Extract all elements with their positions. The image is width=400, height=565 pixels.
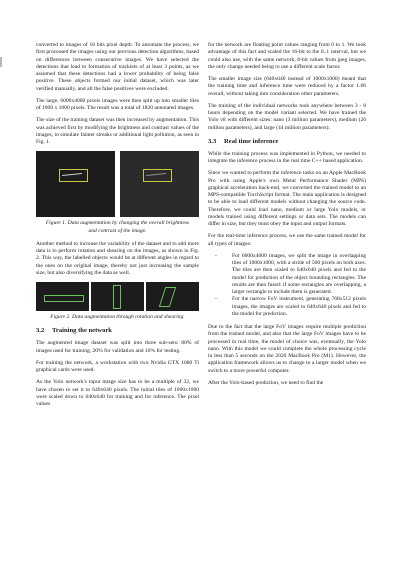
figure-1-caption: Figure 1. Data augmentation by changing the overall brightness and contrast of the image. bbox=[45, 220, 190, 234]
list-item-text: For the narrow FoV instrument, generating 768x512 pixels images, the images are scaled to 640x640 pixels and fed to the model for prediction. bbox=[232, 296, 366, 317]
paragraph: After the Yolo-based prediction, we need to find the bbox=[208, 379, 324, 386]
section-number: 3.2 bbox=[36, 327, 45, 335]
paragraph: The smaller image size (640x640 instead of 1000x1000) meant that the training time and inference time were reduced by a factor 1.66 overall, without taking into consideration other parameters. bbox=[208, 76, 366, 97]
paragraph: converted to images of 16 bits pixel depth. To automate the process, we first processed the images using our previous detection algorithms, based on differences between consecutive images. We have selected the detections that lead to formation of tracklets of at least 3 points, as we assumed that these detections had a lower probability of being false positive. These objects formed our initial dataset, which was later verified manually, and all the false positives were excluded. bbox=[36, 42, 199, 92]
figure-2-caption: Figure 2. Data augmentation through rotation and shearing. bbox=[50, 314, 185, 320]
paragraph: The large, 6000x4000 pixels images were then split up into smaller tiles of 1000 x 1000 pixels. The result was a total of 1820 annotated images. bbox=[36, 97, 199, 111]
detection-box bbox=[159, 287, 176, 307]
section-title: Real time inference bbox=[224, 137, 279, 145]
section-number: 3.3 bbox=[208, 137, 217, 145]
paragraph: Since we wanted to perform the inference tasks on an Apple MacBook Pro with using Apple's own Metal Performance Shader (MPS) graphical acceleration back-end, we converted the trained model to an MPS-compatible TorchScript format. The main application is designed to be able to load different models without changing the source code. Therefore, we could load nano, medium or large Yolo models, or models trained using different settings or data sets. The models can differ in size, but they must obey the input and output formats. bbox=[208, 170, 366, 227]
bullet-list bbox=[208, 253, 366, 318]
paragraph: For training the network, a workstation with two Nvidia GTX 1080 Ti graphical cards were used. bbox=[36, 359, 199, 373]
bullet-marker: - bbox=[215, 252, 217, 259]
paragraph: While the training process was implemented in Python, we needed to integrate the inference process in the real time C++ based application. bbox=[208, 150, 366, 164]
right-column bbox=[208, 42, 366, 392]
paragraph: For the real-time inference process, we use the same trained model for all types of images: bbox=[208, 233, 366, 247]
list-item bbox=[208, 253, 366, 297]
figure-1 bbox=[36, 151, 199, 235]
page-edge-mark bbox=[0, 57, 2, 67]
list-item bbox=[208, 296, 366, 318]
detection-box bbox=[113, 285, 121, 309]
figure-2-panel-rotated bbox=[91, 282, 144, 311]
section-heading-3-3 bbox=[208, 138, 366, 146]
list-item-text: For 6000x4000 images, we split the image in overlapping tiles of 1000x1000, with a stride of 500 pixels on both axes. The tiles are then scaled to 640x640 pixels and fed to the model for prediction of the object bounding rectangles. The results are then fused: if some rectangles are overlapping, a larger rectangle to include them is generated. bbox=[232, 252, 366, 295]
paragraph: Due to the fact that the large FoV images require multiple prediction from the trained model, and also that the large FoV images have to be processed in real time, the model of choice was, eventually, the Yolo nano. With this model we could complete the whole processing cycle in less than 5 seconds on the 2020 MacBook Pro (M1). However, the application framework allows us to change to a larger model when we switch to a more powerful computer. bbox=[208, 324, 366, 374]
bullet-marker: - bbox=[215, 296, 217, 303]
section-title: Training the network bbox=[52, 327, 112, 335]
left-column bbox=[36, 42, 199, 413]
paragraph: The training of the individual networks took anywhere between 3 - 8 hours depending on the model variant selected. We have trained the Yolo v8 with different sizes: nano (3 million parameters), medium (26 million parameters), and large (44 million parameters). bbox=[208, 102, 366, 131]
figure-1-augmented-panel bbox=[120, 151, 199, 217]
paragraph: As the Yolo network's input image size has to be a multiple of 32, we have chosen to set it to 640x640 pixels. The initial tiles of 1000x1000 were scaled down to 640x640 for training and for inference. The pixel values bbox=[36, 379, 199, 407]
detection-box bbox=[44, 295, 84, 302]
paragraph: The augmented image dataset was split into three sub-sets: 80% of images used for training, 20% for validation and 10% for testing. bbox=[36, 340, 199, 354]
figure-2-panel-sheared bbox=[146, 282, 199, 311]
paragraph: Another method to increase the variability of the dataset and to add more data is to perform rotation and shearing on the images, as shown in Fig. 2. This way, the labelled objects would be at different angles in regard to the ones on the original image, thereby not just increasing the sample size, but also diversifying the data as well. bbox=[36, 240, 199, 276]
paragraph: The size of the training dataset was then increased by augmentation. This was achieved first by modifying the brightness and contrast values of the images, to simulate fainter streaks or additional light pollution, as seen in Fig. 1. bbox=[36, 117, 199, 145]
paragraph: for the network are floating point values ranging from 0 to 1. We took advantage of this fact and scaled the 16-bit to the 0..1 interval, but we could also use, with the same network, 8-bit values from jpeg images, the only change needed being to use a different scale factor. bbox=[208, 42, 366, 70]
section-heading-3-2 bbox=[36, 327, 199, 335]
figure-1-original-panel bbox=[36, 151, 115, 217]
figure-2 bbox=[36, 282, 199, 321]
figure-2-panel-original bbox=[36, 282, 89, 311]
